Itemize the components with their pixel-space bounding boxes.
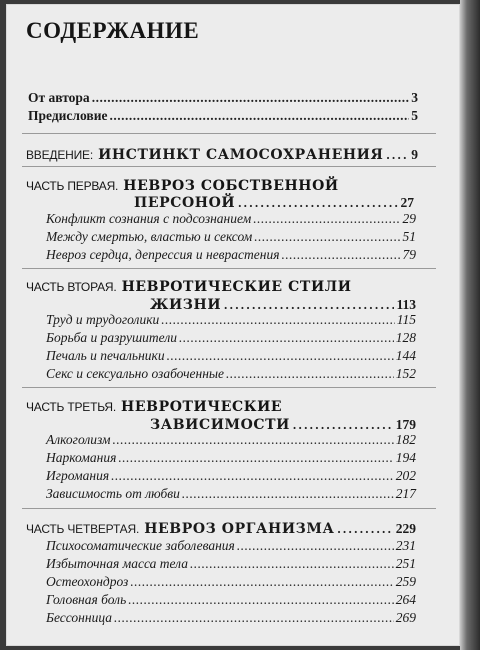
toc-subentry: Наркомания ..... 194 <box>46 450 416 466</box>
leader-dots <box>92 90 410 106</box>
contents-title: СОДЕРЖАНИЕ <box>26 18 200 43</box>
leader-dots <box>336 518 393 537</box>
section-divider <box>22 268 436 269</box>
part-3-heading-line2: ЗАВИСИМОСТИ ..... 179 <box>150 414 416 433</box>
toc-subentry: Головная боль ..... 264 <box>46 592 416 608</box>
part-2-heading-line2: ЖИЗНИ ..... 113 <box>150 294 416 313</box>
leader-dots <box>109 108 409 124</box>
toc-subentry: Алкоголизм ..... 182 <box>46 432 416 448</box>
section-divider <box>22 387 436 388</box>
toc-subentry: Секс и сексуально озабоченные ..... 152 <box>46 366 416 382</box>
leader-dots <box>237 192 398 211</box>
toc-subentry: Психосоматические заболевания ..... 231 <box>46 538 416 554</box>
toc-subentry: Печаль и печальники ..... 144 <box>46 348 416 364</box>
section-divider <box>22 166 436 167</box>
toc-entry-author: От автора ..... 3 <box>28 90 418 106</box>
intro-prefix: ВВЕДЕНИЕ: <box>26 148 93 162</box>
part-1-heading-line2: ПЕРСОНОЙ ..... 27 <box>134 192 414 211</box>
toc-subentry: Труд и трудоголики ..... 115 <box>46 312 416 328</box>
part-4-heading: ЧАСТЬ ЧЕТВЕРТАЯ. НЕВРОЗ ОРГАНИЗМА ..... 229 <box>26 518 416 537</box>
part-1-heading: ЧАСТЬ ПЕРВАЯ. НЕВРОЗ СОБСТВЕННОЙ <box>26 178 339 194</box>
toc-subentry: Остеохондроз ..... 259 <box>46 574 416 590</box>
section-divider <box>22 133 436 134</box>
toc-subentry: Бессонница ..... 269 <box>46 610 416 626</box>
book-page-edge <box>460 0 480 650</box>
toc-entry-intro: ВВЕДЕНИЕ: ИНСТИНКТ САМОСОХРАНЕНИЯ ..... 9 <box>26 144 418 163</box>
toc-subentry: Избыточная масса тела ..... 251 <box>46 556 416 572</box>
toc-subentry: Игромания ..... 202 <box>46 468 416 484</box>
leader-dots <box>385 144 409 163</box>
toc-subentry: Зависимость от любви ..... 217 <box>46 486 416 502</box>
toc-subentry: Между смертью, властью и сексом ..... 51 <box>46 229 416 245</box>
section-divider <box>22 508 436 509</box>
leader-dots <box>223 294 394 313</box>
part-3-heading: ЧАСТЬ ТРЕТЬЯ. НЕВРОТИЧЕСКИЕ <box>26 399 283 415</box>
toc-entry-preface: Предисловие ..... 5 <box>28 108 418 124</box>
toc-subentry: Борьба и разрушители ..... 128 <box>46 330 416 346</box>
intro-title: ИНСТИНКТ САМОСОХРАНЕНИЯ <box>98 147 384 163</box>
leader-dots <box>292 414 394 433</box>
toc-subentry: Невроз сердца, депрессия и неврастения ..... 79 <box>46 247 416 263</box>
toc-subentry: Конфликт сознания с подсознанием ..... 29 <box>46 211 416 227</box>
part-2-heading: ЧАСТЬ ВТОРАЯ. НЕВРОТИЧЕСКИЕ СТИЛИ <box>26 279 352 295</box>
